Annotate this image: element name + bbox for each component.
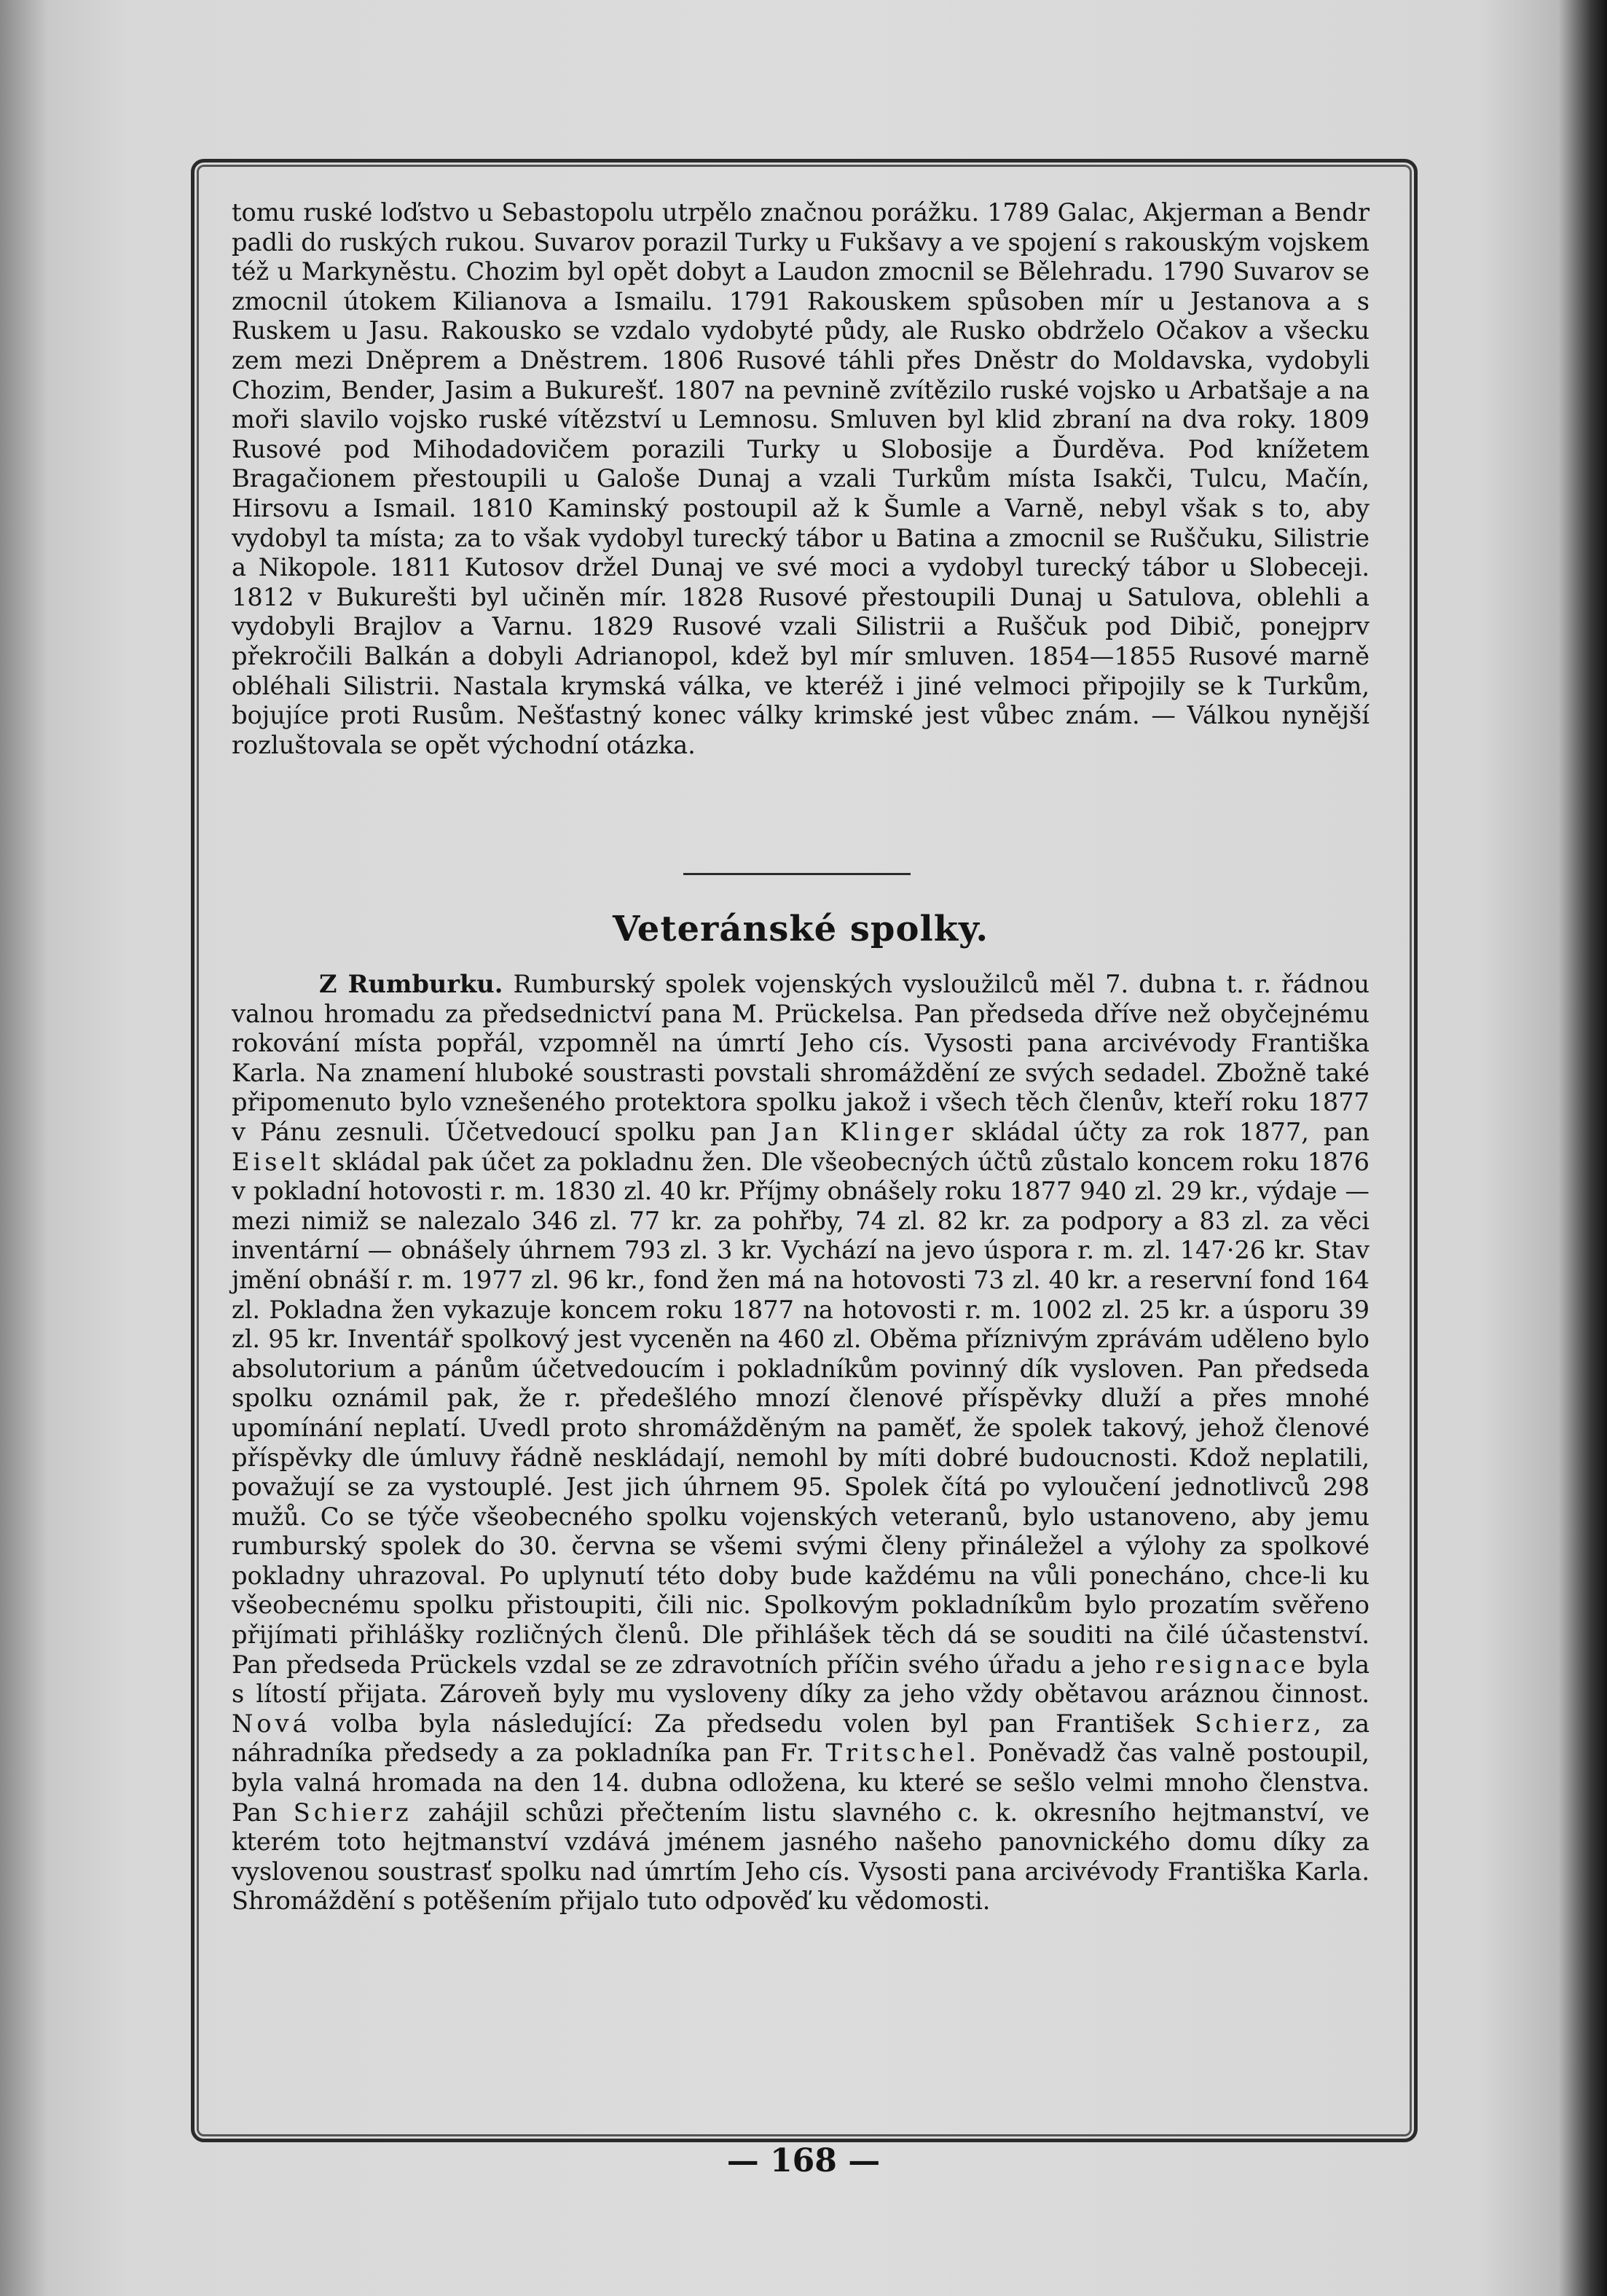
report-subheading: Z Rumburku.: [319, 969, 503, 998]
history-paragraph: tomu ruské loďstvo u Sebastopolu utrpělo značnou porážku. 1789 Galac, Akjerman a Bendr padli do ruských rukou. Suvarov porazil Turky u Fukšavy a ve spojení s rakouským vojskem též u Markyněstu. Chozim byl opět dobyt a Laudon zmocnil se Bělehradu. 1790 Suvarov se zmocnil útokem Kilianova a Ismailu. 1791 Rakouskem spůsoben mír u Jestanova a s Ruskem u Jasu. Rakousko se vzdalo vydobyté půdy, ale Rusko obdrželo Očakov a všecku zem mezi Dněprem a Dněstrem. 1806 Rusové táhli přes Dněstr do Moldavska, vydobyli Chozim, Bender, Jasim a Bukurešť. 1807 na pevnině zvítězilo ruské vojsko u Arbatšaje a na moři slavilo vojsko ruské vítězství u Lemnosu. Smluven byl klid zbraní na dva roky. 1809 Rusové pod Mihodadovičem porazili Turky u Slobosije a Ďurděva. Pod knížetem Bragačionem přestoupili u Galoše Dunaj a vzali Turkům místa Isakči, Tulcu, Mačín, Hirsovu a Ismail. 1810 Kaminský postoupil až k Šumle a Varně, nebyl však s to, aby vydobyl ta místa; za to však vydobyl turecký tábor u Batina a zmocnil se Ruščuku, Silistrie a Nikopole. 1811 Kutosov držel Dunaj ve své moci a vydobyl turecký tábor u Slobeceji. 1812 v Bukurešti byl učiněn mír. 1828 Rusové přestoupili Dunaj u Satulova, oblehli a vydobyli Brajlov a Varnu. 1829 Rusové vzali Silistrii a Ruščuk pod Dibič, ponejprv překročili Balkán a dobyli Adrianopol, kdež byl mír smluven. 1854—1855 Rusové marně obléhali Silistrii. Nastala krymská válka, ve kteréž i jiné velmoci připojily se k Turkům, bojujíce proti Rusům. Nešťastný konec války krimské jest vůbec znám. — Válkou nynější rozluštovala se opět východní otázka.: [232, 198, 1370, 759]
spaced-word: Nová: [232, 1709, 311, 1738]
section-divider: [683, 873, 911, 875]
spaced-word: resignace: [1155, 1650, 1309, 1679]
person-name: Schierz: [293, 1798, 412, 1827]
veterans-section-text: [232, 969, 1370, 1916]
body-text: [232, 198, 1370, 760]
person-name: Tritschel: [825, 1739, 969, 1768]
person-name: Schierz: [1195, 1709, 1314, 1738]
page-number: — 168 —: [726, 2142, 881, 2179]
person-name: Jan Klinger: [770, 1117, 957, 1146]
rumburk-report-paragraph: Z Rumburku. Rumburský spolek vojenských vysloužilců měl 7. dubna t. r. řádnou valnou hromadu za předsednictví pana M. Prückelsa. Pan předseda dříve než obyčejnému rokování místa popřál, vzpomněl na úmrtí Jeho cís. Vysosti pana arcivévody Františka Karla. Na znamení hluboké soustrasti povstali shromáždění ze svých sedadel. Zbožně také připomenuto bylo vznešeného protektora spolku jakož i všech těch členův, kteří roku 1877 v Pánu zesnuli. Účetvedoucí spolku pan Jan Klinger skládal účty za rok 1877, pan Eiselt skládal pak účet za pokladnu žen. Dle všeobecných účtů zůstalo koncem roku 1876 v pokladní hotovosti r. m. 1830 zl. 40 kr. Příjmy obnášely roku 1877 940 zl. 29 kr., výdaje — mezi nimiž se nalezalo 346 zl. 77 kr. za pohřby, 74 zl. 82 kr. za podpory a 83 zl. za věci inventární — obnášely úhrnem 793 zl. 3 kr. Vychází na jevo úspora r. m. zl. 147·26 kr. Stav jmění obnáší r. m. 1977 zl. 96 kr., fond žen má na hotovosti 73 zl. 40 kr. a reservní fond 164 zl. Pokladna žen vykazuje koncem roku 1877 na hotovosti r. m. 1002 zl. 25 kr. a úsporu 39 zl. 95 kr. Inventář spolkový jest vyceněn na 460 zl. Oběma příznivým zprávám uděleno bylo absolutorium a pánům účetvedoucím i pokladníkům povinný dík vysloven. Pan předseda spolku oznámil pak, že r. předešlého mnozí členové příspěvky dluží a přes mnohé upomínání neplatí. Uvedl proto shromážděným na paměť, že spolek takový, jehož členové příspěvky dle úmluvy řádně neskládají, nemohl by míti dobré budoucnosti. Kdož neplatili, považují se za vystouplé. Jest jich úhrnem 95. Spolek čítá po vyloučení jednotlivců 298 mužů. Co se týče všeobecného spolku vojenských veteranů, bylo ustanoveno, aby jemu rumburský spolek do 30. června se všemi svými členy přináležel a výlohy za spolkové pokladny uhrazoval. Po uplynutí této doby bude každému na vůli ponecháno, chce-li ku všeobecnému spolku přistoupiti, čili nic. Spolkovým pokladníkům bylo prozatím svěřeno přijímati přihlášky rozličných členů. Dle přihlášek těch dá se souditi na čilé účastenství. Pan předseda Prückels vzdal se ze zdravotních příčin svého úřadu a jeho resignace byla s lítostí přijata. Zároveň byly mu vysloveny díky za jeho vždy obětavou aráznou činnost. Nová volba byla následující: Za předsedu volen byl pan František Schierz, za náhradníka předsedy a za pokladníka pan Fr. Tritschel. Poněvadž čas valně postoupil, byla valná hromada na den 14. dubna odložena, ku které se sešlo velmi mnoho členstva. Pan Schierz zahájil schůzi přečtením listu slavného c. k. okresního hejtmanství, ve kterém toto hejtmanství vzdává jménem jasného našeho panovnického domu díky za vyslovenou soustrasť spolku nad úmrtím Jeho cís. Vysosti pana arcivévody Františka Karla. Shromáždění s potěšením přijalo tuto odpověď ku vědomosti.: [232, 969, 1370, 1916]
section-heading: Veteránské spolky.: [612, 909, 989, 949]
person-name: Eiselt: [232, 1147, 324, 1176]
